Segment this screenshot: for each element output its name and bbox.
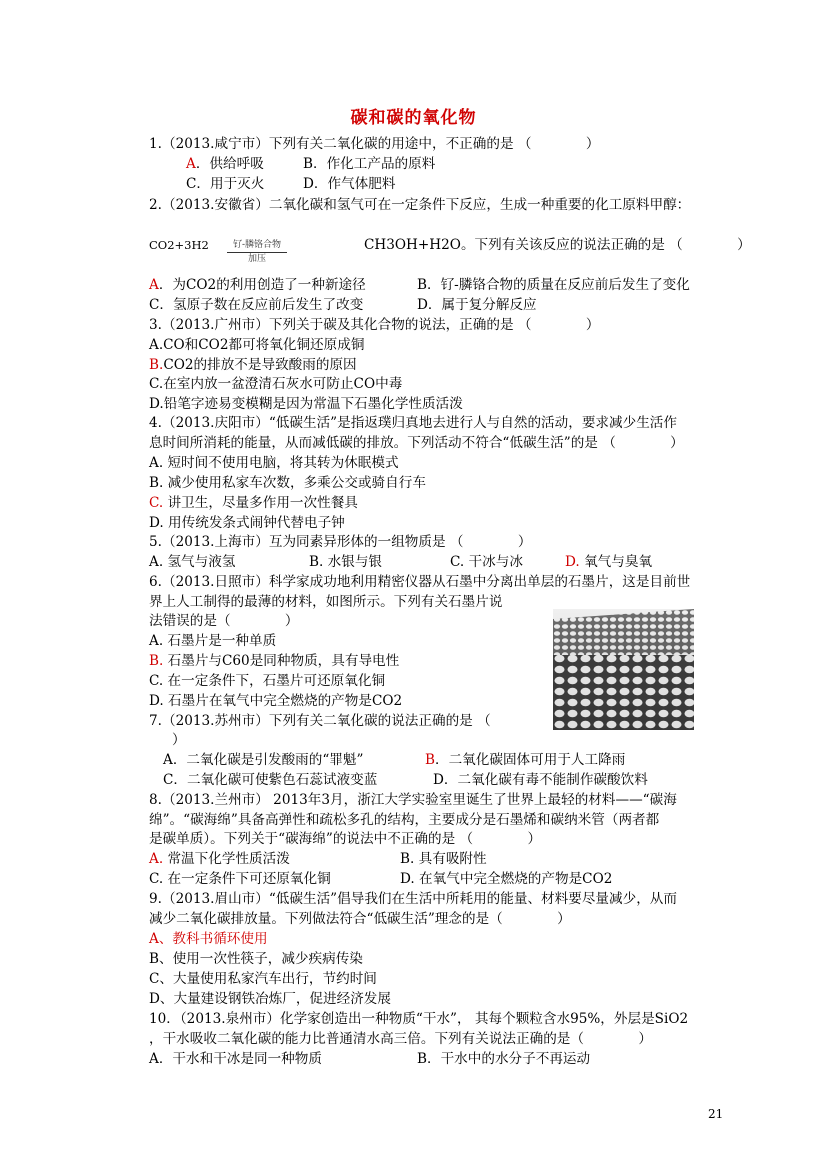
q7-stem-line2: ）	[172, 732, 186, 748]
q1-answer-letter: A	[186, 156, 196, 172]
q4-option-c-text: 讲卫生，尽量多作用一次性餐具	[163, 495, 358, 511]
q10-stem-line2: ，干水吸收二氧化碳的能力比普通清水高三倍。下列有关说法正确的是（ ）	[149, 1031, 652, 1047]
q2-option-c: C．氢原子数在反应前后发生了改变	[149, 297, 364, 313]
q2-products: CH3OH+H2O。下列有关该反应的说法正确的是 （ ）	[364, 237, 751, 253]
q1-option-a-text: ．供给呼吸	[195, 156, 264, 172]
q8-answer-letter: A.	[149, 851, 164, 867]
page-number: 21	[708, 1107, 724, 1121]
q7-option-a: A．二氧化碳是引发酸雨的“罪魁”	[163, 752, 364, 768]
q4-stem-line2: 息时间所消耗的能量，从而减低碳的排放。下列活动不符合“低碳生活”的是 （ ）	[149, 435, 684, 451]
q8-option-a	[149, 850, 290, 868]
q9-stem-line2: 减少二氧化碳排放量。下列做法符合“低碳生活”理念的是（ ）	[149, 911, 571, 927]
q2-option-a-text: ．为CO2的利用创造了一种新途径	[158, 277, 366, 293]
q6-option-b	[149, 652, 399, 670]
q3-answer-letter: B.	[149, 357, 164, 373]
q7-stem-line1: 7.（2013.苏州市）下列有关二氧化碳的说法正确的是 （	[149, 713, 491, 729]
q2-reactants: CO2+3H2	[149, 238, 209, 252]
q1-option-b: B．作化工产品的原料	[303, 156, 436, 172]
q9-stem-line1: 9.（2013.眉山市）“低碳生活”倡导我们在生活中所耗用的能量、材料要尽量减少，从而	[149, 891, 677, 907]
q4-stem-line1: 4.（2013.庆阳市）“低碳生活”是指返璞归真地去进行人与自然的活动，要求减少生活作	[149, 415, 677, 431]
graphene-image	[553, 609, 694, 730]
q8-stem-line3: 是碳单质）。下列关于“碳海绵”的说法中不正确的是 （ ）	[149, 831, 542, 847]
q7-option-c: C．二氧化碳可使紫色石蕊试液变蓝	[163, 772, 378, 788]
q9-option-d: D、大量建设钢铁冶炼厂，促进经济发展	[149, 991, 391, 1007]
q6-option-b-text: 石墨片与C60是同种物质，具有导电性	[163, 653, 400, 669]
q4-option-a: A. 短时间不使用电脑，将其转为休眠模式	[149, 455, 399, 471]
q1-stem: 1.（2013.咸宁市）下列有关二氧化碳的用途中，不正确的是 （ ）	[149, 136, 600, 152]
q6-option-a: A. 石墨片是一种单质	[149, 633, 277, 649]
q2-option-d: D．属于复分解反应	[417, 297, 537, 313]
q9-option-b: B、使用一次性筷子，减少疾病传染	[149, 951, 363, 967]
q7-option-d: D．二氧化碳有毒不能制作碳酸饮料	[433, 772, 648, 788]
q8-option-a-text: 常温下化学性质活泼	[163, 851, 290, 867]
q2-reaction-condition	[227, 240, 287, 265]
q5-option-d-text: 氧气与臭氧	[579, 554, 653, 570]
q3-option-c: C.在室内放一盆澄清石灰水可防止CO中毒	[149, 376, 403, 392]
q10-option-b: B．干水中的水分子不再运动	[417, 1051, 591, 1067]
q1-option-d: D．作气体肥料	[303, 176, 396, 192]
q2-condition-catalyst: 钌-膦铬合物	[232, 240, 282, 250]
q5-option-a: A. 氢气与液氢	[149, 554, 236, 570]
q4-option-d: D. 用传统发条式闹钟代替电子钟	[149, 515, 345, 531]
reaction-arrow	[227, 252, 287, 253]
q7-option-b-text: ．二氧化碳固体可用于人工降雨	[435, 752, 626, 768]
q9-option-a: A、教科书循环使用	[149, 931, 268, 947]
q7-answer-letter: B	[425, 752, 435, 768]
q10-option-a: A．干水和干冰是同一种物质	[149, 1051, 322, 1067]
q6-stem-line2: 界上人工制得的最薄的材料，如图所示。下列有关石墨片说	[149, 594, 503, 610]
q2-option-a	[149, 276, 366, 294]
q2-stem: 2.（2013.安徽省）二氧化碳和氢气可在一定条件下反应，生成一种重要的化工原料甲醇：	[149, 197, 691, 213]
page-title: 碳和碳的氧化物	[350, 108, 477, 128]
q10-stem-line1: 10．（2013.泉州市）化学家创造出一种物质“干水”， 其每个颗粒含水95%，外层是SiO2	[149, 1011, 689, 1027]
q1-option-c: C．用于灭火	[186, 176, 265, 192]
q6-stem-line1: 6.（2013.日照市）科学家成功地利用精密仪器从石墨中分离出单层的石墨片，这是目前世	[149, 574, 691, 590]
q8-option-c: C. 在一定条件下可还原氧化铜	[149, 871, 331, 887]
q2-answer-letter: A	[149, 277, 159, 293]
q8-option-d: D. 在氧气中完全燃烧的产物是CO2	[400, 871, 613, 887]
q5-option-d	[565, 553, 652, 571]
q7-option-b	[425, 751, 625, 769]
q5-stem: 5.（2013.上海市）互为同素异形体的一组物质是 （ ）	[149, 534, 532, 550]
q4-answer-letter: C.	[149, 495, 164, 511]
q3-stem: 3.（2013.广州市）下列关于碳及其化合物的说法，正确的是 （ ）	[149, 317, 600, 333]
q6-option-c: C. 在一定条件下，石墨片可还原氧化铜	[149, 673, 386, 689]
q1-option-a	[186, 155, 264, 173]
q3-option-a: A.CO和CO2都可将氧化铜还原成铜	[149, 337, 365, 353]
q4-option-b: B. 减少使用私家车次数，多乘公交或骑自行车	[149, 475, 426, 491]
q3-option-d: D.铅笔字迹易变模糊是因为常温下石墨化学性质活泼	[149, 396, 463, 412]
q3-option-b	[149, 356, 357, 374]
q6-option-d: D. 石墨片在氧气中完全燃烧的产物是CO2	[149, 693, 403, 709]
q5-answer-letter: D.	[565, 554, 580, 570]
q5-option-b: B. 水银与银	[309, 554, 383, 570]
q6-stem-line3: 法错误的是（ ）	[149, 613, 299, 629]
q2-option-b: B．钌-膦铬合物的质量在反应前后发生了变化	[417, 277, 690, 293]
q8-option-b: B. 具有吸附性	[400, 851, 487, 867]
q8-stem-line1: 8.（2013.兰州市） 2013年3月，浙江大学实验室里诞生了世界上最轻的材料——“碳海	[149, 792, 677, 808]
q9-option-c: C、大量使用私家汽车出行，节约时间	[149, 971, 377, 987]
q6-answer-letter: B.	[149, 653, 164, 669]
q5-option-c: C. 干冰与冰	[450, 554, 523, 570]
q8-stem-line2: 绵”。“碳海绵”具备高弹性和疏松多孔的结构，主要成分是石墨烯和碳纳米管（两者都	[149, 812, 660, 828]
q4-option-c	[149, 494, 358, 512]
q2-condition-pressure: 加压	[247, 254, 266, 264]
q3-option-b-text: CO2的排放不是导致酸雨的原因	[163, 357, 357, 373]
